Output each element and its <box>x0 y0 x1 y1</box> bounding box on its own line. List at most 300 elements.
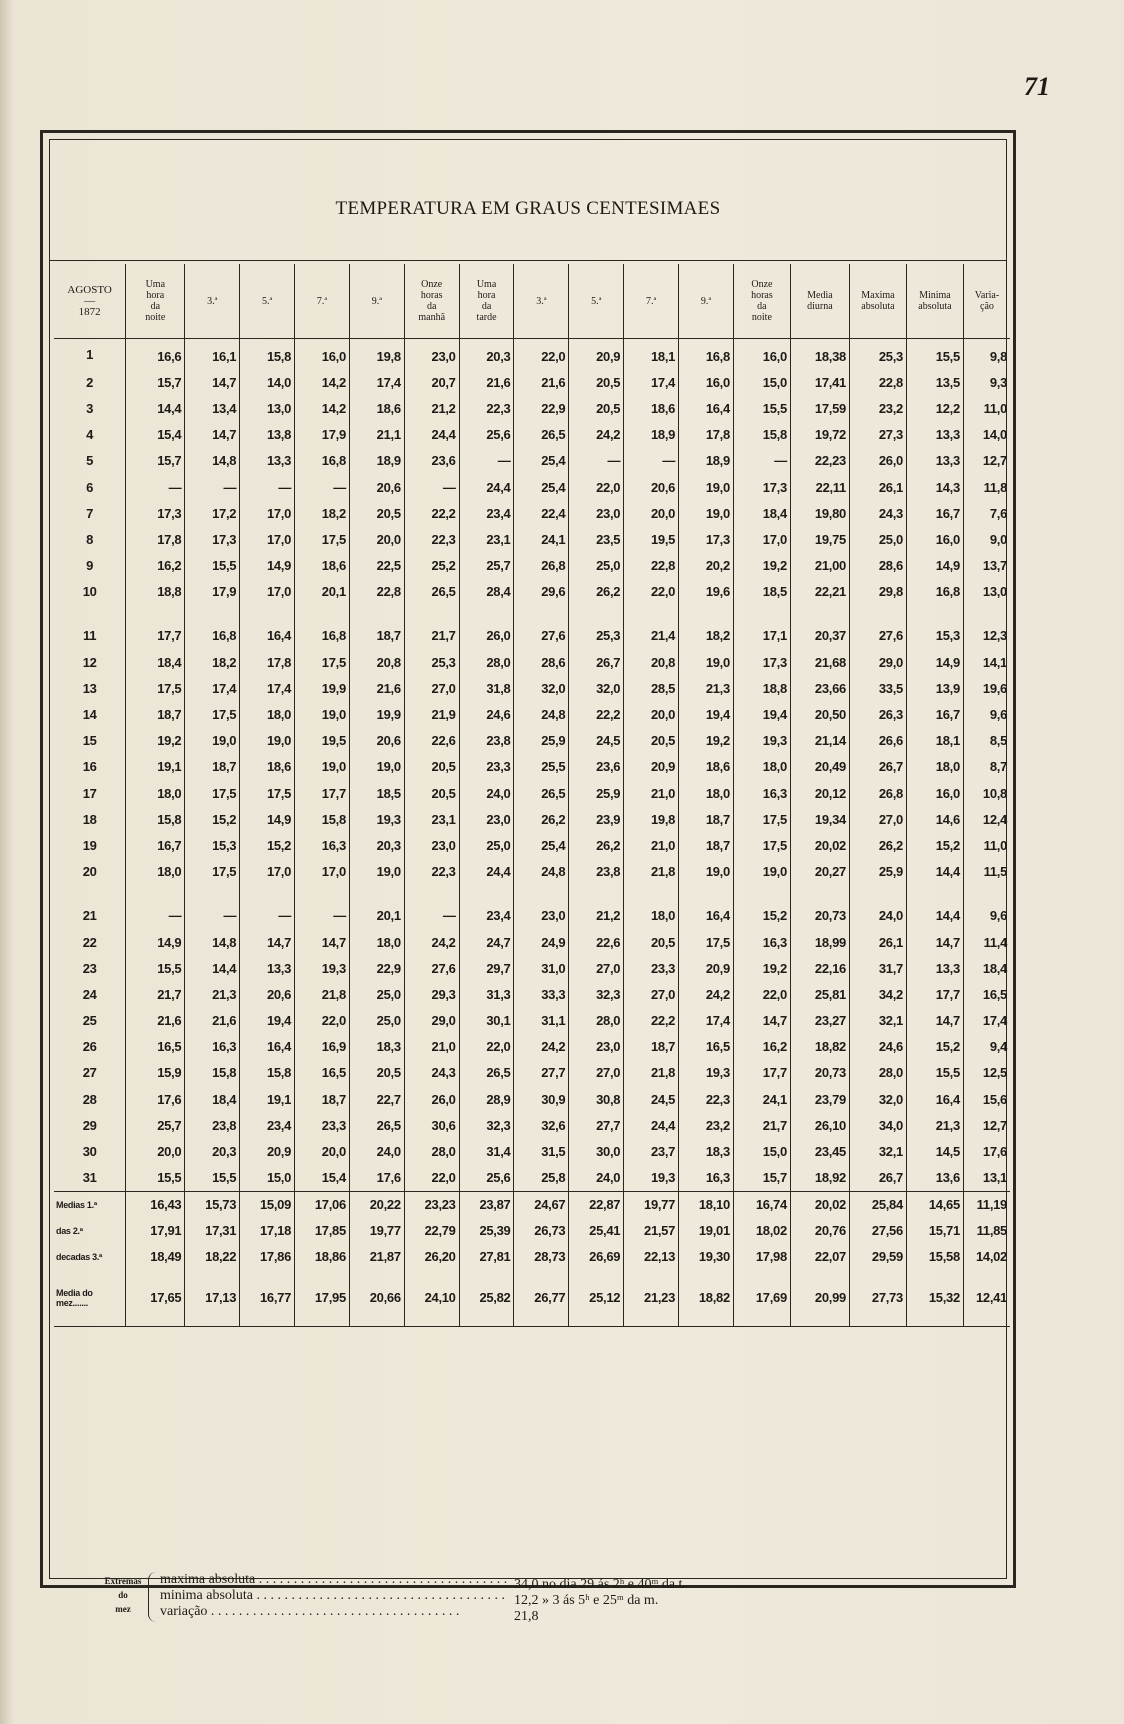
column-header-line: 5.ª <box>261 295 273 307</box>
table-cell: 24,2 <box>514 1034 569 1060</box>
table-cell: 27,3 <box>849 422 906 448</box>
extremes-label <box>98 1574 148 1616</box>
table-cell: 25,6 <box>459 422 514 448</box>
table-cell: 27 <box>82 1065 97 1081</box>
table-cell: 18,4 <box>185 1086 240 1112</box>
table-cell: 7 <box>86 505 94 521</box>
table-cell: 18,6 <box>295 553 350 579</box>
table-cell: 28,4 <box>459 579 514 605</box>
table-cell: 19,8 <box>624 806 679 832</box>
table-cell: 11,4 <box>963 929 1010 955</box>
table-cell: 16,0 <box>906 780 963 806</box>
table-cell: 25,7 <box>459 553 514 579</box>
table-cell: 17,9 <box>185 579 240 605</box>
table-cell: 23,5 <box>569 526 624 552</box>
decade-index: 3.ª <box>92 1251 103 1262</box>
table-cell: 18,2 <box>679 623 734 649</box>
column-header-line: hora <box>477 290 496 301</box>
table-cell: 15,4 <box>126 422 185 448</box>
table-row <box>54 1112 1010 1138</box>
table-cell: 19,77 <box>624 1191 679 1218</box>
table-cell: 20,99 <box>790 1270 849 1327</box>
table-cell: 16,5 <box>295 1060 350 1086</box>
table-cell: 15,5 <box>126 955 185 981</box>
table-cell: 19,4 <box>733 701 790 727</box>
table-cell: 8,5 <box>963 728 1010 754</box>
table-cell: 31,1 <box>514 1008 569 1034</box>
table-cell: 31,8 <box>459 675 514 701</box>
table-cell: 12,41 <box>963 1270 1010 1327</box>
table-cell: 26,73 <box>514 1218 569 1244</box>
column-header-line: hora <box>146 290 165 301</box>
table-cell: 26,1 <box>849 929 906 955</box>
table-cell: 15,32 <box>906 1270 963 1327</box>
table-row <box>54 1008 1010 1034</box>
table-cell: 17,8 <box>240 649 295 675</box>
table-cell: 16,43 <box>126 1191 185 1218</box>
table-cell: 15,71 <box>906 1218 963 1244</box>
table-cell: 25,8 <box>514 1165 569 1192</box>
table-cell: 24,9 <box>514 929 569 955</box>
table-cell: — <box>295 903 350 929</box>
table-cell: 15,2 <box>240 832 295 858</box>
table-cell: 18,6 <box>240 754 295 780</box>
column-header-line: manhã <box>418 312 446 323</box>
table-cell: 9,6 <box>963 701 1010 727</box>
table-cell: 25,0 <box>349 1008 404 1034</box>
table-row <box>54 526 1010 552</box>
table-cell: 20,12 <box>790 780 849 806</box>
table-cell: 19,0 <box>240 728 295 754</box>
table-cell: 23 <box>82 960 97 976</box>
extremes-label-line: Extremas <box>104 1576 142 1586</box>
table-title: TEMPERATURA EM GRAUS CENTESIMAES <box>335 198 721 219</box>
table-cell: 14,9 <box>906 649 963 675</box>
table-cell: 27,6 <box>849 623 906 649</box>
gap-cell <box>569 605 624 623</box>
column-header <box>349 264 404 339</box>
table-row <box>54 780 1010 806</box>
table-cell: 16,7 <box>126 832 185 858</box>
table-cell: 16,5 <box>963 981 1010 1007</box>
table-cell: 30,1 <box>459 1008 514 1034</box>
table-cell: 16,4 <box>679 903 734 929</box>
table-cell: 22,9 <box>349 955 404 981</box>
column-header <box>569 264 624 339</box>
table-cell: 17,6 <box>349 1165 404 1192</box>
table-cell: 14,6 <box>906 806 963 832</box>
table-cell: 13,0 <box>240 395 295 421</box>
gap-cell <box>906 605 963 623</box>
gap-cell <box>240 605 295 623</box>
table-cell: 22,0 <box>569 474 624 500</box>
table-cell: — <box>624 448 679 474</box>
table-cell: 13,9 <box>906 675 963 701</box>
table-cell: 15,2 <box>906 832 963 858</box>
table-cell: 13,8 <box>240 422 295 448</box>
table-cell: 20,9 <box>624 754 679 780</box>
table-cell: 22,0 <box>624 579 679 605</box>
gap-cell <box>963 885 1010 903</box>
decade-label-text: Medias <box>56 1199 85 1210</box>
table-cell: 1 <box>86 346 94 362</box>
table-cell: 24,0 <box>459 780 514 806</box>
table-cell: 12,3 <box>963 623 1010 649</box>
table-cell: 9,6 <box>963 903 1010 929</box>
table-row <box>54 754 1010 780</box>
table-cell: 19,0 <box>349 754 404 780</box>
table-cell: 20,6 <box>349 474 404 500</box>
table-cell: 17,41 <box>790 369 849 395</box>
gap-cell <box>679 605 734 623</box>
table-cell: 21,7 <box>126 981 185 1007</box>
table-cell: 19,1 <box>240 1086 295 1112</box>
gap-cell <box>295 605 350 623</box>
extreme-row <box>160 1572 686 1592</box>
table-cell: 23,0 <box>404 832 459 858</box>
table-cell: 12,7 <box>963 448 1010 474</box>
table-cell: 15,4 <box>295 1165 350 1192</box>
table-cell: 22,4 <box>514 500 569 526</box>
table-cell: 18,0 <box>126 780 185 806</box>
column-header-line: horas <box>420 290 443 301</box>
table-cell: 17,5 <box>295 526 350 552</box>
table-cell: 14,7 <box>240 929 295 955</box>
table-cell: 16,3 <box>295 832 350 858</box>
extremes-brace <box>148 1572 159 1622</box>
table-cell: 16,4 <box>240 623 295 649</box>
table-cell: 25,7 <box>126 1112 185 1138</box>
table-cell: 16,3 <box>185 1034 240 1060</box>
table-cell: 16,6 <box>126 339 185 370</box>
gap-cell <box>404 885 459 903</box>
table-cell: 15,3 <box>185 832 240 858</box>
inner-frame <box>49 139 1007 1624</box>
table-cell: 18,9 <box>624 422 679 448</box>
table-cell: 12,2 <box>906 395 963 421</box>
table-cell: 18,3 <box>349 1034 404 1060</box>
table-cell: 23,2 <box>849 395 906 421</box>
table-cell: 22,9 <box>514 395 569 421</box>
table-cell: 17,69 <box>733 1270 790 1327</box>
table-cell: 15,73 <box>185 1191 240 1218</box>
gap-cell <box>569 885 624 903</box>
column-header-line: 3.ª <box>536 295 547 307</box>
month-label-line: mez....... <box>56 1297 89 1308</box>
table-cell: 15,0 <box>733 369 790 395</box>
table-cell: 17,59 <box>790 395 849 421</box>
table-cell: 4 <box>86 427 94 443</box>
table-cell: 19,8 <box>349 339 404 370</box>
table-cell: 17,98 <box>733 1244 790 1270</box>
table-cell: 20,1 <box>295 579 350 605</box>
extreme-row <box>160 1588 659 1608</box>
table-cell: 17,18 <box>240 1218 295 1244</box>
table-cell: 25,6 <box>459 1165 514 1192</box>
table-row <box>54 1165 1010 1192</box>
decade-row <box>54 1191 1010 1218</box>
table-cell: — <box>240 903 295 929</box>
table-cell: 15,5 <box>906 1060 963 1086</box>
table-cell: 14,4 <box>906 859 963 885</box>
table-cell: 27,6 <box>514 623 569 649</box>
table-cell: 16,8 <box>906 579 963 605</box>
table-cell: 26,7 <box>849 754 906 780</box>
extreme-value: 34,0 no dia 29 ás 2ʰ e 40ᵐ da t. <box>514 1577 686 1592</box>
table-row <box>54 859 1010 885</box>
table-cell: 32,1 <box>849 1008 906 1034</box>
table-cell: 28,73 <box>514 1244 569 1270</box>
table-row <box>54 728 1010 754</box>
table-cell: 21,6 <box>514 369 569 395</box>
table-cell: 20,5 <box>404 754 459 780</box>
column-header-line: absoluta <box>918 301 952 312</box>
table-cell: 19,5 <box>295 728 350 754</box>
table-cell: 29,7 <box>459 955 514 981</box>
column-header-line: 5.ª <box>591 295 602 307</box>
table-cell: 18,22 <box>185 1244 240 1270</box>
table-cell: 26,8 <box>514 553 569 579</box>
table-cell: 20,5 <box>349 1060 404 1086</box>
table-cell: 26,0 <box>459 623 514 649</box>
decade-row <box>54 1244 1010 1270</box>
table-cell: 16,0 <box>906 526 963 552</box>
table-cell: 17,3 <box>733 649 790 675</box>
column-header-line: Minima <box>919 290 951 301</box>
table-cell: 30,8 <box>569 1086 624 1112</box>
table-cell: — <box>459 448 514 474</box>
table-row <box>54 395 1010 421</box>
table-cell: 17,0 <box>240 579 295 605</box>
table-cell: 17,4 <box>240 675 295 701</box>
table-cell: 20,0 <box>295 1138 350 1164</box>
table-cell: 20,22 <box>349 1191 404 1218</box>
header-row <box>54 264 1010 339</box>
extremes-label-line: mez <box>115 1604 131 1614</box>
table-cell: 21,14 <box>790 728 849 754</box>
decade-index: 2.ª <box>72 1225 83 1236</box>
table-cell: 9,4 <box>963 1034 1010 1060</box>
table-cell: 31,0 <box>514 955 569 981</box>
table-cell: 23,0 <box>404 339 459 370</box>
table-cell: 27,81 <box>459 1244 514 1270</box>
table-cell: 22,6 <box>404 728 459 754</box>
table-cell: 32,1 <box>849 1138 906 1164</box>
column-header <box>126 264 185 339</box>
table-cell: 21,8 <box>295 981 350 1007</box>
table-cell: 13,3 <box>240 955 295 981</box>
table-cell: 22,8 <box>849 369 906 395</box>
table-cell: 17,4 <box>349 369 404 395</box>
table-cell: 19,5 <box>624 526 679 552</box>
table-cell: 25,5 <box>514 754 569 780</box>
table-cell: 22,0 <box>733 981 790 1007</box>
table-cell: 19,0 <box>295 701 350 727</box>
table-cell: 18,7 <box>624 1034 679 1060</box>
table-cell: 7,6 <box>963 500 1010 526</box>
table-cell: 27,7 <box>569 1112 624 1138</box>
table-cell: 26,8 <box>849 780 906 806</box>
table-cell: 20,1 <box>349 903 404 929</box>
table-cell: 26,0 <box>849 448 906 474</box>
table-cell: 19,9 <box>349 701 404 727</box>
table-cell: 20,27 <box>790 859 849 885</box>
table-cell: 23,1 <box>404 806 459 832</box>
table-row <box>54 981 1010 1007</box>
table-cell: 15,0 <box>240 1165 295 1192</box>
gap-cell <box>185 605 240 623</box>
table-cell: 17,5 <box>185 701 240 727</box>
table-cell: 20,0 <box>624 701 679 727</box>
table-cell: 23,1 <box>459 526 514 552</box>
extreme-value: 21,8 <box>514 1609 539 1624</box>
table-cell: 15,8 <box>126 806 185 832</box>
table-cell: — <box>126 474 185 500</box>
table-cell: 12 <box>82 654 97 670</box>
table-cell: 21,0 <box>404 1034 459 1060</box>
table-cell: 25,9 <box>569 780 624 806</box>
table-cell: 29,3 <box>404 981 459 1007</box>
table-cell: 15,8 <box>240 1060 295 1086</box>
table-cell: 16,3 <box>679 1165 734 1192</box>
table-cell: 28,0 <box>459 649 514 675</box>
gap-cell <box>624 885 679 903</box>
table-cell: — <box>569 448 624 474</box>
table-cell: 15,5 <box>733 395 790 421</box>
table-cell: 23,0 <box>569 1034 624 1060</box>
month-average-row <box>54 1270 1010 1327</box>
decade-row <box>54 1218 1010 1244</box>
table-cell: 22,3 <box>404 526 459 552</box>
table-cell: 22,8 <box>624 553 679 579</box>
table-cell: 12,5 <box>963 1060 1010 1086</box>
table-cell: 19,0 <box>349 859 404 885</box>
table-cell: 24,10 <box>404 1270 459 1327</box>
table-cell: 14,8 <box>185 448 240 474</box>
table-cell: 32,3 <box>459 1112 514 1138</box>
table-cell: 23,45 <box>790 1138 849 1164</box>
table-cell: 22,3 <box>679 1086 734 1112</box>
table-cell: 21,7 <box>404 623 459 649</box>
table-cell: 31 <box>82 1170 97 1186</box>
table-cell: 14,3 <box>906 474 963 500</box>
column-header-line: 9.ª <box>700 295 712 307</box>
table-cell: 14,9 <box>240 553 295 579</box>
table-cell: 20,5 <box>624 728 679 754</box>
table-cell: 23,27 <box>790 1008 849 1034</box>
table-cell: 24,4 <box>404 422 459 448</box>
table-cell: 16,0 <box>679 369 734 395</box>
table-cell: 20,73 <box>790 1060 849 1086</box>
table-cell: 18,0 <box>349 929 404 955</box>
table-cell: 16,3 <box>733 780 790 806</box>
table-cell: 14 <box>82 707 97 723</box>
table-cell: 21,6 <box>349 675 404 701</box>
gap-cell <box>126 885 185 903</box>
table-cell: 20,3 <box>349 832 404 858</box>
table-cell: 20,0 <box>624 500 679 526</box>
table-cell: 16,4 <box>240 1034 295 1060</box>
table-cell: 18,0 <box>240 701 295 727</box>
table-cell: 23,2 <box>679 1112 734 1138</box>
table-cell: 33,3 <box>514 981 569 1007</box>
table-cell: 18,5 <box>733 579 790 605</box>
table-row <box>54 701 1010 727</box>
gap-cell <box>295 885 350 903</box>
column-header <box>514 264 569 339</box>
table-cell: 18,38 <box>790 339 849 370</box>
table-cell: 23,8 <box>569 859 624 885</box>
table-cell: 24,2 <box>679 981 734 1007</box>
table-cell: 15,8 <box>295 806 350 832</box>
table-cell: 24,5 <box>569 728 624 754</box>
table-cell: 23,79 <box>790 1086 849 1112</box>
table-frame <box>40 130 1016 1624</box>
gap-cell <box>514 605 569 623</box>
month-average-label <box>54 1270 126 1327</box>
table-cell: 14,4 <box>906 903 963 929</box>
table-cell: 29,0 <box>404 1008 459 1034</box>
table-cell: 29,59 <box>849 1244 906 1270</box>
table-cell: 25,41 <box>569 1218 624 1244</box>
column-header-line: da <box>757 301 767 312</box>
table-cell: 21,68 <box>790 649 849 675</box>
column-header-line: 7.ª <box>646 295 657 307</box>
table-cell: 20,7 <box>404 369 459 395</box>
table-cell: 21,8 <box>624 859 679 885</box>
table-cell: 17,8 <box>126 526 185 552</box>
table-cell: 17 <box>82 785 97 801</box>
table-cell: 15,0 <box>733 1138 790 1164</box>
table-cell: 26,77 <box>514 1270 569 1327</box>
table-cell: 19,3 <box>624 1165 679 1192</box>
column-header-line: 1872 <box>78 305 101 318</box>
table-cell: 17,3 <box>733 474 790 500</box>
table-cell: 18,9 <box>349 448 404 474</box>
table-cell: — <box>404 474 459 500</box>
table-cell: 22,3 <box>404 859 459 885</box>
table-cell: 18,02 <box>733 1218 790 1244</box>
table-cell: — <box>240 474 295 500</box>
table-cell: 22,16 <box>790 955 849 981</box>
table-cell: 31,7 <box>849 955 906 981</box>
table-cell: 25,9 <box>514 728 569 754</box>
table-cell: 21,9 <box>404 701 459 727</box>
table-cell: 24,6 <box>459 701 514 727</box>
table-cell: 16,77 <box>240 1270 295 1327</box>
table-row <box>54 929 1010 955</box>
table-cell: 21,0 <box>624 780 679 806</box>
table-cell: 20,02 <box>790 1191 849 1218</box>
table-cell: 26,3 <box>849 701 906 727</box>
table-cell: 16,5 <box>679 1034 734 1060</box>
table-cell: 20,76 <box>790 1218 849 1244</box>
table-cell: 21,3 <box>185 981 240 1007</box>
gap-cell <box>849 885 906 903</box>
table-row <box>54 1060 1010 1086</box>
table-cell: 27,0 <box>569 1060 624 1086</box>
table-cell: 19,75 <box>790 526 849 552</box>
table-row <box>54 448 1010 474</box>
table-cell: 26,10 <box>790 1112 849 1138</box>
table-cell: 25,12 <box>569 1270 624 1327</box>
table-cell: — <box>185 474 240 500</box>
column-header-line: Media <box>807 290 833 301</box>
gap-cell <box>349 885 404 903</box>
table-cell: 19 <box>82 837 97 853</box>
decade-label <box>54 1218 126 1244</box>
gap-cell <box>185 885 240 903</box>
